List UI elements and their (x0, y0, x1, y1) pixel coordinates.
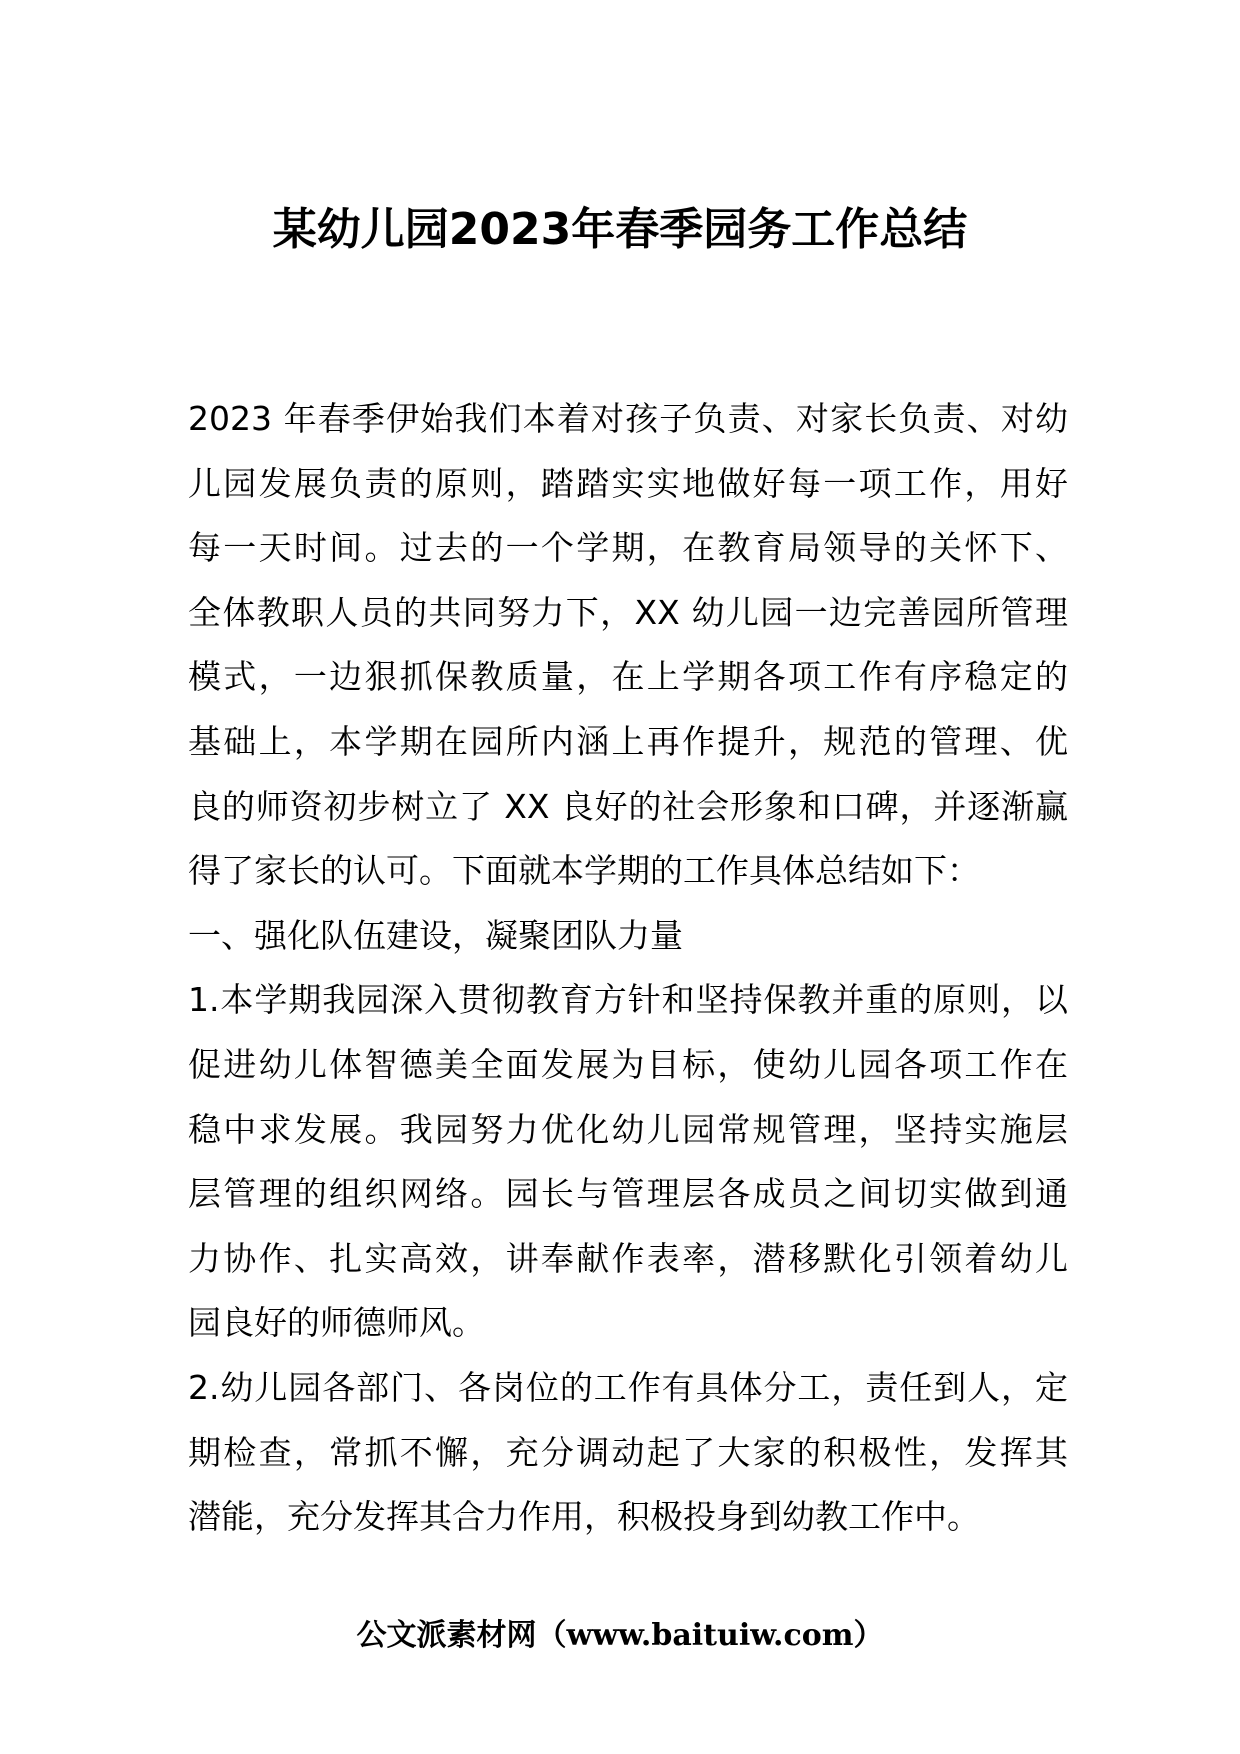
paragraph-line: 得了家长的认可。下面就本学期的工作具体总结如下： (188, 851, 980, 891)
paragraph-line: 层管理的组织网络。园长与管理层各成员之间切实做到通 (188, 1174, 1068, 1214)
paragraph-line: 促进幼儿体智德美全面发展为目标，使幼儿园各项工作在 (188, 1044, 1068, 1084)
paragraph-line: 园良好的师德师风。 (188, 1303, 485, 1343)
paragraph-line: 模式，一边狠抓保教质量，在上学期各项工作有序稳定的 (188, 657, 1068, 697)
footer-prefix: 公文派素材网（ (356, 1618, 567, 1653)
paragraph-line: 潜能，充分发挥其合力作用，积极投身到幼教工作中。 (188, 1497, 980, 1537)
footer-source (0, 1614, 1240, 1658)
paragraph-line: 力协作、扎实高效，讲奉献作表率，潜移默化引领着幼儿 (188, 1238, 1068, 1278)
document-title: 某幼儿园2023年春季园务工作总结 (272, 204, 968, 255)
paragraph-line: 期检查，常抓不懈，充分调动起了大家的积极性，发挥其 (188, 1432, 1068, 1472)
document-body (188, 387, 1068, 1550)
section-heading: 一、强化队伍建设，凝聚团队力量 (188, 915, 683, 955)
paragraph-line: 每一天时间。过去的一个学期，在教育局领导的关怀下、 (188, 528, 1068, 568)
paragraph-line: 基础上，本学期在园所内涵上再作提升，规范的管理、优 (188, 721, 1068, 761)
paragraph-line: 良的师资初步树立了 XX 良好的社会形象和口碑，并逐渐赢 (188, 786, 1068, 826)
paragraph-line: 全体教职人员的共同努力下，XX 幼儿园一边完善园所管理 (188, 592, 1068, 632)
paragraph-line: 稳中求发展。我园努力优化幼儿园常规管理，坚持实施层 (188, 1109, 1068, 1149)
paragraph-line: 儿园发展负责的原则，踏踏实实地做好每一项工作，用好 (188, 463, 1068, 503)
paragraph-line: 2.幼儿园各部门、各岗位的工作有具体分工，责任到人，定 (188, 1367, 1068, 1407)
footer-suffix: ） (853, 1618, 884, 1653)
footer-site-link[interactable]: www.baituiw.com (566, 1618, 854, 1653)
paragraph-line: 1.本学期我园深入贯彻教育方针和坚持保教并重的原则，以 (188, 980, 1068, 1020)
paragraph-line: 2023 年春季伊始我们本着对孩子负责、对家长负责、对幼 (188, 399, 1068, 438)
